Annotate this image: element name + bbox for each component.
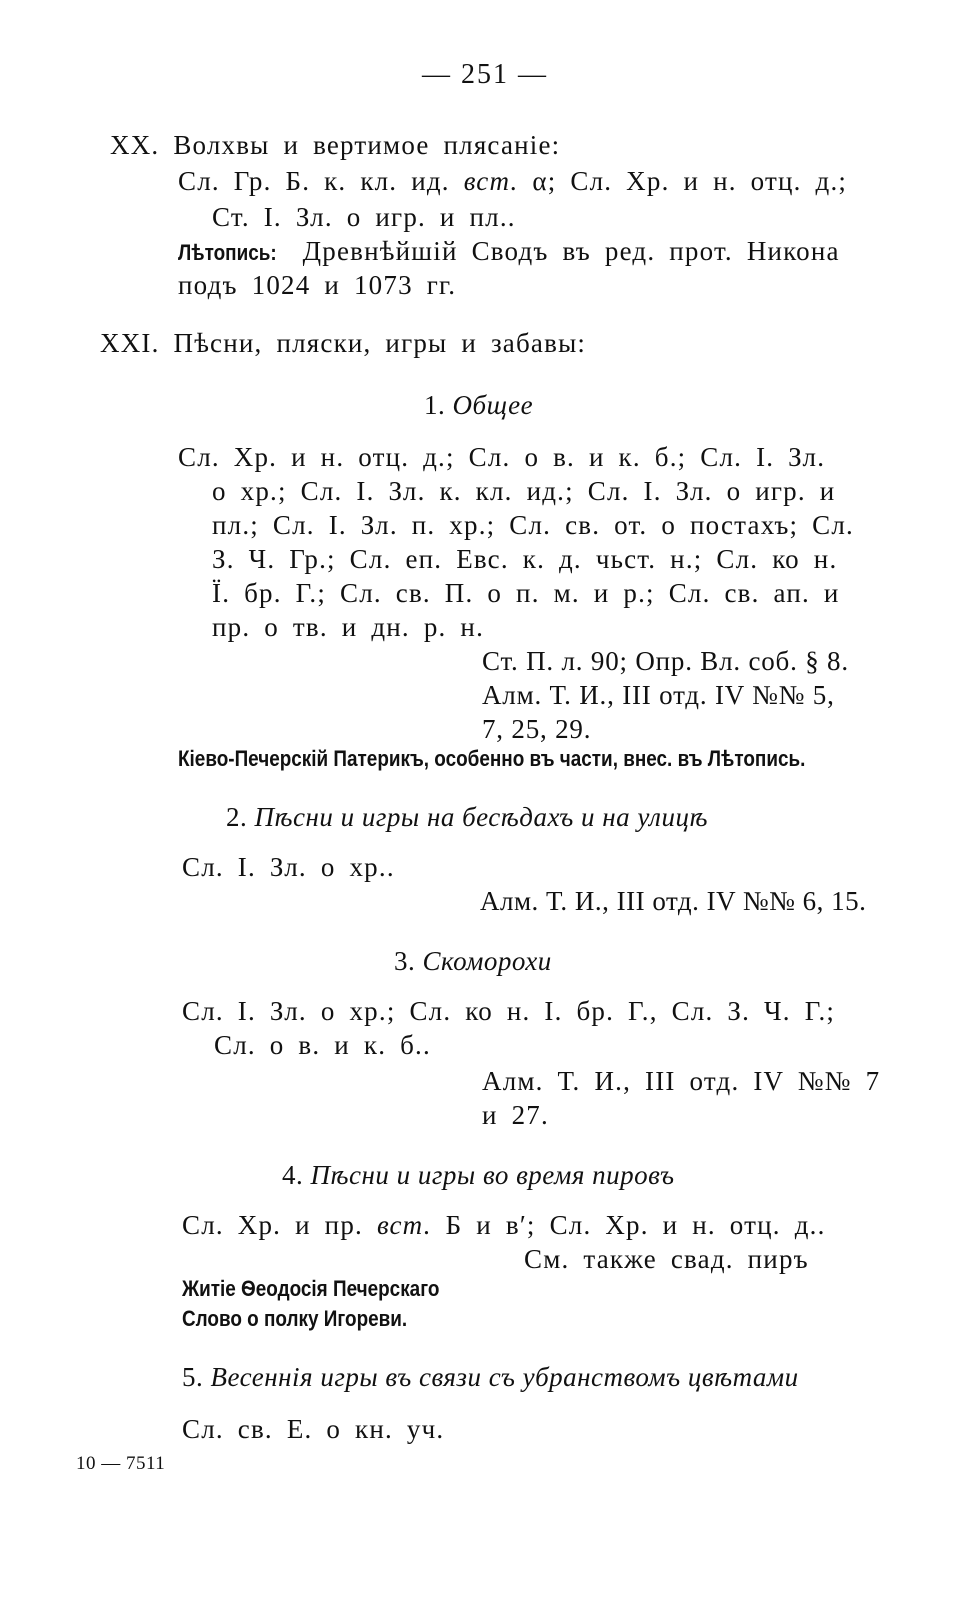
sub5-title: Весеннія игры въ связи съ убранствомъ цвѣтами bbox=[210, 1362, 799, 1392]
letopis-text: Древнѣйшій Сводъ въ ред. прот. Никона bbox=[288, 236, 840, 266]
section-xx-letopis bbox=[178, 234, 840, 270]
sub1-ref-2: Алм. Т. И., III отд. IV №№ 5, bbox=[482, 680, 835, 710]
sub4-see-also: См. также свад. пиръ bbox=[524, 1244, 809, 1274]
sub3-num: 3. bbox=[394, 946, 416, 976]
sub2-heading bbox=[226, 800, 708, 834]
sub2-ref-1: Алм. Т. И., III отд. IV №№ 6, 15. bbox=[480, 886, 867, 916]
sub1-line-5: Ї. бр. Г.; Сл. св. П. о п. м. и р.; Сл. св. ап. и bbox=[212, 578, 840, 608]
section-xxi-title: Пѣсни, пляски, игры и забавы: bbox=[173, 328, 587, 358]
sub1-line-6: пр. о тв. и дн. р. н. bbox=[212, 612, 485, 642]
section-xx-line-2: Ст. І. Зл. о игр. и пл.. bbox=[212, 202, 516, 232]
sub2-line-1: Сл. І. Зл. о хр.. bbox=[182, 852, 395, 882]
sub1-ref-1: Ст. П. л. 90; Опр. Вл. соб. § 8. bbox=[482, 646, 849, 676]
sub1-line-4: З. Ч. Гр.; Сл. еп. Евс. к. д. чьст. н.; Сл. ко н. bbox=[212, 544, 838, 574]
sub4-num: 4. bbox=[282, 1160, 304, 1190]
section-xxi-heading bbox=[100, 326, 586, 360]
sub4-line-1 bbox=[182, 1208, 826, 1242]
sub1-title: Общее bbox=[452, 390, 534, 420]
sub5-line-1: Сл. св. Е. о кн. уч. bbox=[182, 1414, 445, 1444]
section-xx-title: Волхвы и вертимое плясаніе: bbox=[173, 130, 561, 160]
section-xx-line-1-text: Сл. Гр. Б. к. кл. ид. bbox=[178, 166, 464, 196]
sub2-num: 2. bbox=[226, 802, 248, 832]
section-xx-line-1-rest: α; Сл. Хр. и н. отц. д.; bbox=[518, 166, 848, 196]
section-xx-letopis-cont: подъ 1024 и 1073 гг. bbox=[178, 270, 457, 300]
sub1-line-2: о хр.; Сл. І. Зл. к. кл. ид.; Сл. І. Зл. о игр. и bbox=[212, 476, 836, 506]
sub5-heading bbox=[182, 1360, 799, 1394]
sub1-ref-3: 7, 25, 29. bbox=[482, 714, 592, 744]
sub3-ref-1: Алм. Т. И., III отд. IV №№ 7 bbox=[482, 1066, 881, 1096]
sub4-line-1-a: Сл. Хр. и пр. bbox=[182, 1210, 377, 1240]
sub4-bold-line-1: Житіе Ѳеодосія Печерскаго bbox=[182, 1276, 440, 1301]
sub1-heading bbox=[424, 388, 533, 422]
print-signature-mark: 10 — 7511 bbox=[76, 1453, 166, 1474]
page-number: — 251 — bbox=[422, 59, 548, 90]
sub3-line-1: Сл. І. Зл. о хр.; Сл. ко н. І. бр. Г., Сл. З. Ч. Г.; bbox=[182, 996, 836, 1026]
sub4-line-1-italic: вст. bbox=[376, 1210, 432, 1240]
section-xxi-numeral: XXI. bbox=[100, 328, 160, 358]
sub1-num: 1. bbox=[424, 390, 446, 420]
sub4-bold-line-2: Слово о полку Игореви. bbox=[182, 1306, 408, 1331]
sub2-title: Пѣсни и игры на бесѣдахъ и на улицѣ bbox=[254, 802, 708, 832]
letopis-label: Лѣтопись: bbox=[178, 240, 277, 265]
sub3-line-2: Сл. о в. и к. б.. bbox=[214, 1030, 431, 1060]
sub3-title: Скоморохи bbox=[422, 946, 552, 976]
sub5-num: 5. bbox=[182, 1362, 204, 1392]
sub4-heading bbox=[282, 1158, 675, 1192]
section-xx-heading bbox=[110, 128, 560, 162]
sub1-line-1: Сл. Хр. и н. отц. д.; Сл. о в. и к. б.; Сл. І. Зл. bbox=[178, 442, 826, 472]
sub1-line-3: пл.; Сл. І. Зл. п. хр.; Сл. св. от. о постахъ; Сл. bbox=[212, 510, 855, 540]
sub1-bold-line: Кіево-Печерскій Патерикъ, особенно въ части, внес. въ Лѣтопись. bbox=[178, 746, 806, 771]
sub3-heading bbox=[394, 944, 552, 978]
section-xx-numeral: XX. bbox=[110, 130, 160, 160]
sub3-ref-2: и 27. bbox=[482, 1100, 549, 1130]
sub4-line-1-b: Б и в′; Сл. Хр. и н. отц. д.. bbox=[431, 1210, 826, 1240]
section-xx-line-1 bbox=[178, 164, 847, 198]
sub4-title: Пѣсни и игры во время пировъ bbox=[310, 1160, 675, 1190]
section-xx-line-1-italic: вст. bbox=[463, 166, 519, 196]
